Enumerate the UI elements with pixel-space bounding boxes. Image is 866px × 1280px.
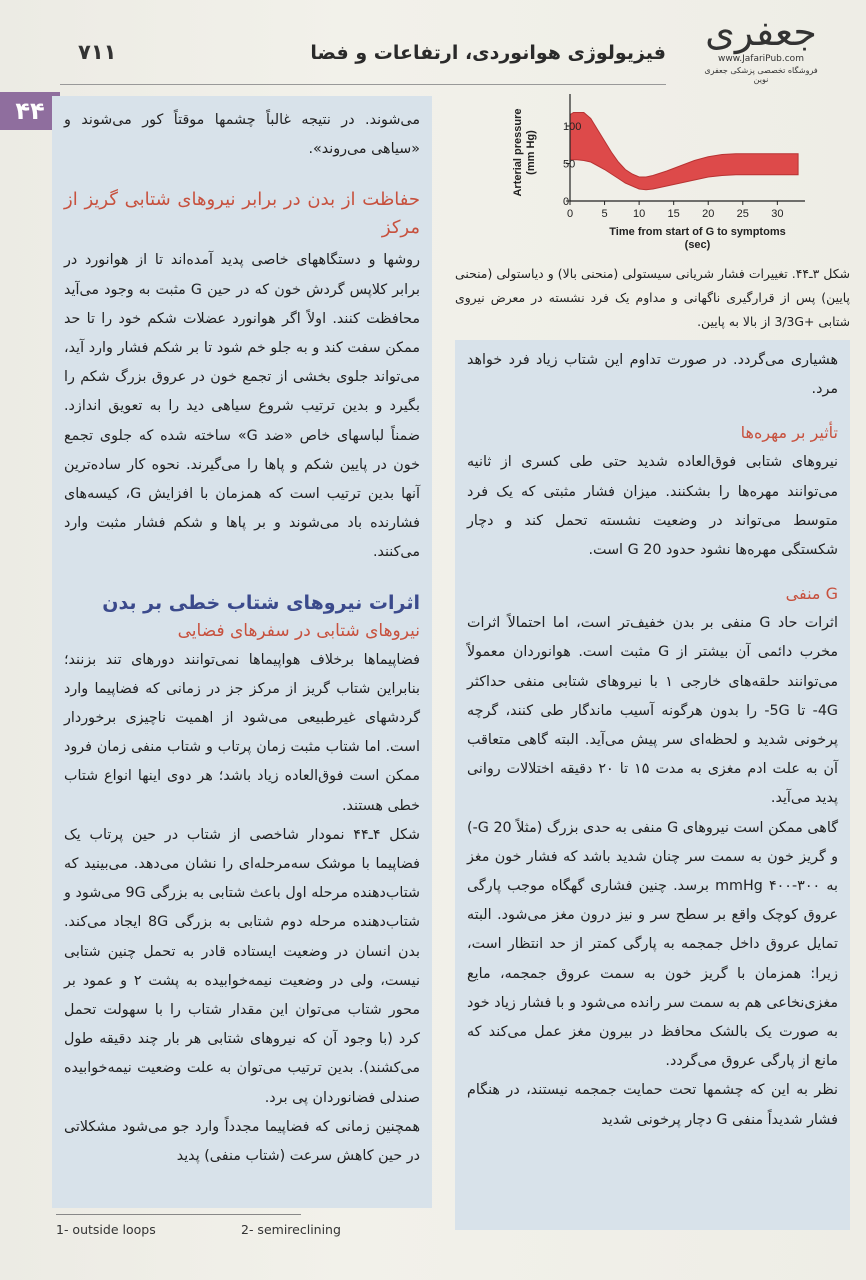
- running-title: فیزیولوژی هوانوردی، ارتفاعات و فضا: [310, 42, 666, 64]
- page-number: ۷۱۱: [78, 40, 117, 64]
- left-paragraph-1: می‌شوند. در نتیجه غالباً چشمها موقتاً کور می‌شوند و «سیاهی می‌روند».: [64, 112, 420, 158]
- footnote-2: 2- semireclining: [241, 1222, 341, 1237]
- figure-block: [455, 86, 850, 336]
- figure-caption: شکل ۳ـ۴۴. تغییرات فشار شریانی سیستولی (منحنی بالا) و دیاستولی (منحنی پایین) پس از قرارگیری ناگهانی و مداوم یک فرد نشسته در معرض نیروی شتابی +3/3G از بالا به پایین.: [455, 266, 850, 329]
- x-tick-label: 0: [566, 208, 574, 220]
- page-header: [70, 40, 666, 70]
- logo-subtitle: فروشگاه تخصصی پزشکی جعفری نوین: [704, 66, 818, 84]
- right-paragraph-1: هشیاری می‌گردد. در صورت تداوم این شتاب زیاد فرد خواهد مرد.: [467, 352, 838, 398]
- x-tick-label: 30: [771, 208, 784, 220]
- left-paragraph-2: روشها و دستگاههای خاصی پدید آمده‌اند تا از هوانورد در برابر کلاپس گردش خون که در حین G مثبت به وجود می‌آید محافظت کنند. اولاً اگر هوانورد عضلات شکم خود را تا حد ممکن سفت کند و به جلو خم شود تا بر شکم فشار وارد آید، می‌تواند جلوی بخشی از تجمع خون در عروق بزرگ شکم را بگیرد و بدین ترتیب شروع سیاهی دید را به تعویق اندازد. ضمناً لباسهای خاص «ضد G» ساخته شده که جلوی تجمع خون در پایین شکم و پاها را می‌گیرند. نحوه کار ساده‌ترین آنها بدین ترتیب است که همزمان با افزایش G، کیسه‌های فشارنده باد می‌شوند و بر پاها و شکم فشار مثبت وارد می‌کنند.: [64, 252, 420, 561]
- section-heading-protection: حفاظت از بدن در برابر نیروهای شتابی گریز از مرکز: [64, 189, 420, 239]
- chapter-tab: ۴۴: [0, 92, 60, 130]
- x-tick-label: 15: [667, 208, 680, 220]
- x-tick-label: 10: [632, 208, 646, 220]
- subheading-space-travel: نیروهای شتابی در سفرهای فضایی: [177, 620, 420, 641]
- right-paragraph-2: نیروهای شتابی فوق‌العاده شدید حتی طی کسری از ثانیه می‌توانند مهره‌ها را بشکنند. میزان فشار مثبتی که یک فرد متوسط می‌تواند در وضعیت نشسته تحمل کند و دچار شکستگی مهره‌ها نشود حدود 20 G است.: [467, 454, 838, 559]
- left-paragraph-3: فضاپیماها برخلاف هواپیماها نمی‌توانند دورهای تند بزنند؛ بنابراین شتاب گریز از مرکز جز در زمانی که فضاپیما وارد گردشهای غیرطبیعی می‌شود از اهمیت ناچیزی برخوردار است. اما شتاب مثبت زمان پرتاب و شتاب منفی زمان فرود ممکن است فوق‌العاده زیاد باشد؛ هر دوی اینها انواع شتاب خطی هستند.: [64, 651, 420, 814]
- y-axis-label: Arterial pressure: [512, 108, 524, 197]
- x-axis-label: Time from start of G to symptoms: [609, 226, 786, 238]
- left-paragraph-5: همچنین زمانی که فضاپیما مجدداً وارد جو می‌شود مشکلاتی در حین کاهش سرعت (شتاب منفی) پدید: [64, 1118, 420, 1165]
- x-tick-label: 25: [736, 208, 749, 220]
- footnote-1: 1- outside loops: [56, 1222, 156, 1237]
- y-tick-label: 50: [563, 158, 576, 171]
- logo-mark: جعفری: [705, 10, 817, 54]
- x-tick-label: 5: [601, 208, 608, 220]
- section-heading-negative-g: G منفی: [785, 584, 838, 604]
- section-heading-vertebrae: تأثیر بر مهره‌ها: [740, 423, 838, 443]
- y-tick-label: 100: [563, 121, 582, 133]
- right-paragraph-3: اثرات حاد G منفی بر بدن خفیف‌تر است، اما احتمالاً اثرات مخرب دائمی آن بیشتر از G مثبت است. هوانوردان معمولاً می‌توانند حلقه‌های خارجی ۱ با نیروهای شتابی منفی حداکثر 4G- تا 5G- را بدون هرگونه آسیب ماندگار طی کنند، گرچه پرخونی شدید و لحظه‌ای سر پیش می‌آید. البته گاهی متعاقب آن به علت ادم مغزی به مدت ۱۵ تا ۲۰ دقیقه اختلالات روانی پدید می‌آید.: [467, 615, 839, 807]
- y-axis-label: (mm Hg): [525, 130, 537, 175]
- left-column: [52, 96, 432, 1208]
- header-divider: [60, 84, 666, 85]
- pressure-band: [570, 113, 798, 190]
- x-tick-label: 20: [702, 208, 715, 220]
- right-paragraph-5: نظر به این که چشمها تحت حمایت جمجمه نیستند، در هنگام فشار شدیداً منفی G دچار پرخونی شدید: [467, 1082, 838, 1128]
- logo-url: www.JafariPub.com: [718, 54, 804, 64]
- x-axis-label: (sec): [684, 239, 711, 251]
- section-heading-linear: اثرات نیروهای شتاب خطی بر بدن: [102, 591, 420, 614]
- footnotes: [56, 1222, 456, 1242]
- right-column: [455, 340, 850, 1230]
- y-tick-label: 0: [563, 196, 570, 208]
- left-paragraph-4: شکل ۴ـ۴۴ نمودار شاخصی از شتاب در حین پرتاب یک فضاپیما با موشک سه‌مرحله‌ای را نشان می‌دهد. می‌بینید که شتاب‌دهنده مرحله اول باعث شتابی به بزرگی 9G می‌شود و شتاب‌دهنده مرحله دوم شتابی به بزرگی 8G ایجاد می‌کند. بدن انسان در وضعیت ایستاده قادر به تحمل چنین شتابی نیست، ولی در وضعیت نیمه‌خوابیده به پشت ۲ و عمود بر محور شتاب می‌توان این مقدار شتاب را با سهولت تحمل کرد (با وجود آن که نیروهای شتابی هر بار چند دقیقه طول می‌کشند). بدین ترتیب می‌توان به علت وضعیت نیمه‌خوابیده صندلی فضانوردان پی برد.: [64, 826, 420, 1106]
- right-paragraph-4: گاهی ممکن است نیروهای G منفی به حدی بزرگ (مثلاً 20 G-) و گریز خون به سمت سر چنان شدید باشد که فشار خون مغز به ۳۰۰-۴۰۰ mmHg برسد. چنین فشاری گهگاه موجب پارگی عروق کوچک واقع بر سطح سر و نیز درون مغز می‌شود. البته تمایل عروق داخل جمجمه به پارگی کمتر از حد انتظار است، زیرا: همزمان با گریز خون به سمت عروق جمجمه، مایع مغزی‌نخاعی هم به سمت سر رانده می‌شود و با فشار زیاد خود به صورت یک بالشک محافظ در بیرون مغز عمل می‌کند که مانع از پارگی عروق می‌گردد.: [467, 819, 839, 1070]
- pressure-chart: [455, 86, 850, 261]
- footnote-divider: [56, 1214, 301, 1215]
